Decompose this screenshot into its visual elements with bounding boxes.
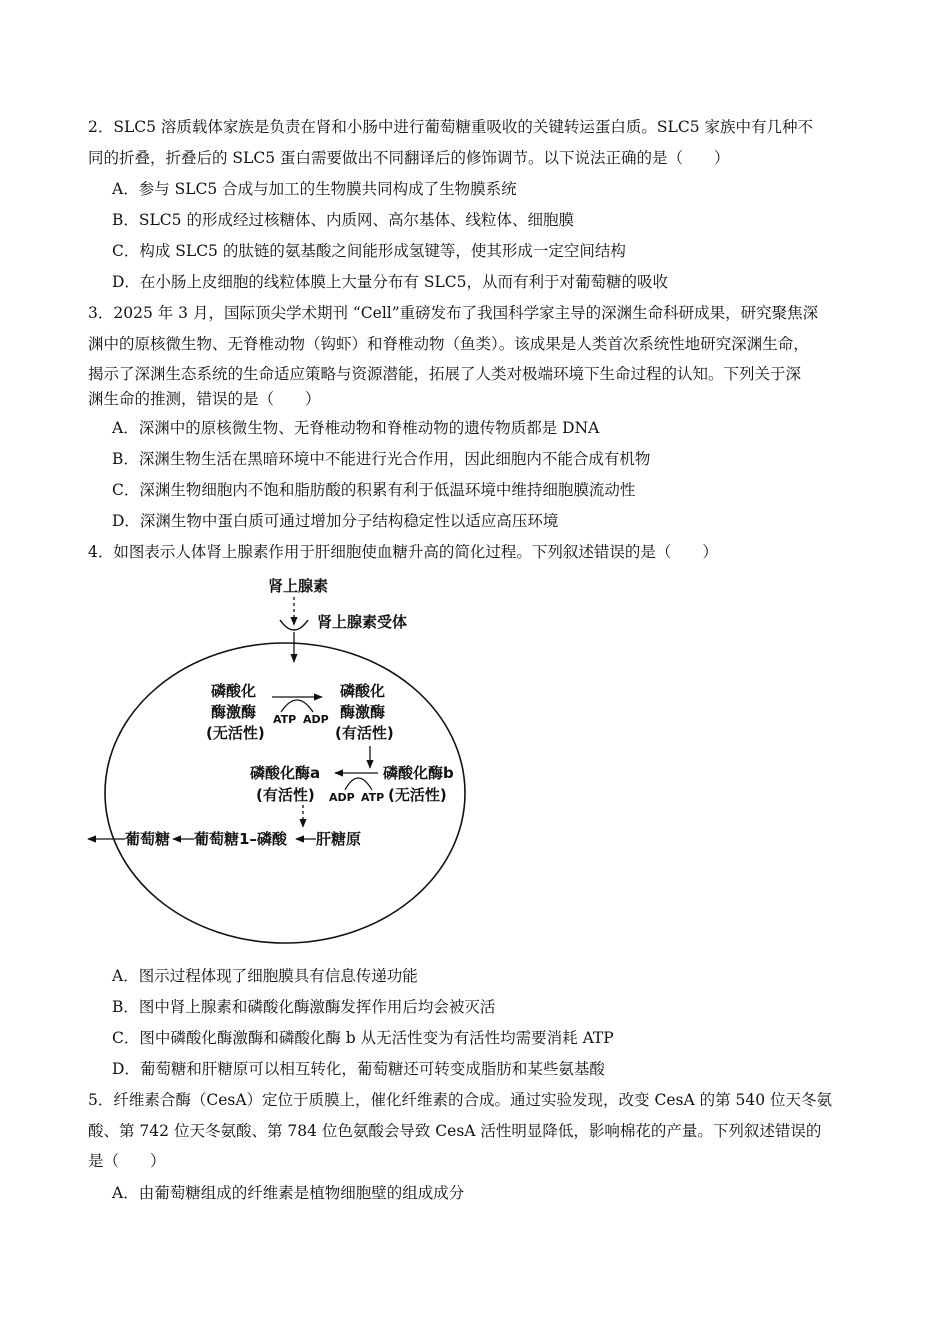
label-enzyme-a-1: 磷酸化酶a [250, 764, 321, 782]
label-atp-1: ATP [273, 713, 297, 726]
q4-option-b: B．图中肾上腺素和磷酸化酶激酶发挥作用后均会被灭活 [112, 998, 496, 1016]
q3-stem-line-4: 渊生命的推测，错误的是（ ） [88, 390, 321, 408]
q2-option-b: B．SLC5 的形成经过核糖体、内质网、高尔基体、线粒体、细胞膜 [112, 211, 574, 229]
q2-option-a: A．参与 SLC5 合成与加工的生物膜共同构成了生物膜系统 [112, 180, 517, 198]
q2-stem-line-1: 2．SLC5 溶质载体家族是负责在肾和小肠中进行葡萄糖重吸收的关键转运蛋白质。SLC5 家族中有几种不 [88, 118, 813, 136]
q2-stem-line-2: 同的折叠，折叠后的 SLC5 蛋白需要做出不同翻译后的修饰调节。以下说法正确的是（ ） [88, 149, 730, 167]
label-kinase-active-3: (有活性) [335, 724, 394, 742]
q3-option-b: B．深渊生物生活在黑暗环境中不能进行光合作用，因此细胞内不能合成有机物 [112, 450, 651, 468]
q4-stem-line-1: 4．如图表示人体肾上腺素作用于肝细胞使血糖升高的简化过程。下列叙述错误的是（ ） [88, 543, 718, 561]
q2-option-c: C．构成 SLC5 的肽链的氨基酸之间能形成氢键等，使其形成一定空间结构 [112, 242, 626, 260]
label-g1p: 葡萄糖1–磷酸 [194, 830, 287, 848]
label-enzyme-b-1: 磷酸化酶b [383, 764, 454, 782]
label-adp-2: ADP [329, 791, 355, 804]
label-hormone: 肾上腺素 [268, 577, 329, 595]
label-kinase-active-1: 磷酸化 [340, 682, 386, 700]
q5-stem-line-3: 是（ ） [88, 1152, 166, 1170]
q3-stem-line-1: 3．2025 年 3 月，国际顶尖学术期刊 “Cell”重磅发布了我国科学家主导的深渊生命科研成果，研究聚焦深 [88, 304, 819, 322]
q3-stem-line-3: 揭示了深渊生态系统的生命适应策略与资源潜能，拓展了人类对极端环境下生命过程的认知。下列关于深 [88, 365, 802, 383]
label-glycogen: 肝糖原 [316, 830, 362, 848]
q3-option-d: D．深渊生物中蛋白质可通过增加分子结构稳定性以适应高压环境 [112, 512, 559, 530]
q4-option-c: C．图中磷酸化酶激酶和磷酸化酶 b 从无活性变为有活性均需要消耗 ATP [112, 1029, 614, 1047]
q3-stem-line-2: 渊中的原核微生物、无脊椎动物（钩虾）和脊椎动物（鱼类）。该成果是人类首次系统性地研究深渊生命， [88, 335, 809, 353]
q5-option-a: A．由葡萄糖组成的纤维素是植物细胞壁的组成成分 [112, 1184, 465, 1202]
q3-option-c: C．深渊生物细胞内不饱和脂肪酸的积累有利于低温环境中维持细胞膜流动性 [112, 481, 636, 499]
q2-option-d: D．在小肠上皮细胞的线粒体膜上大量分布有 SLC5，从而有利于对葡萄糖的吸收 [112, 273, 668, 291]
q4-diagram [80, 570, 500, 950]
q4-option-a: A．图示过程体现了细胞膜具有信息传递功能 [112, 967, 418, 985]
q3-option-a: A．深渊中的原核微生物、无脊椎动物和脊椎动物的遗传物质都是 DNA [112, 419, 600, 437]
label-enzyme-a-2: (有活性) [256, 786, 315, 804]
q5-stem-line-1: 5．纤维素合酶（CesA）定位于质膜上，催化纤维素的合成。通过实验发现，改变 CesA 的第 540 位天冬氨 [88, 1091, 833, 1109]
label-kinase-inactive-1: 磷酸化 [211, 682, 257, 700]
q5-stem-line-2: 酸、第 742 位天冬氨酸、第 784 位色氨酸会导致 CesA 活性明显降低，影响棉花的产量。下列叙述错误的 [88, 1122, 822, 1140]
label-adp-1: ADP [303, 713, 329, 726]
label-kinase-active-2: 酶激酶 [340, 703, 386, 721]
atp-adp-curve-2 [345, 778, 372, 790]
label-enzyme-b-2: (无活性) [388, 786, 447, 804]
q4-option-d: D．葡萄糖和肝糖原可以相互转化，葡萄糖还可转变成脂肪和某些氨基酸 [112, 1060, 605, 1078]
label-receptor: 肾上腺素受体 [317, 613, 408, 631]
label-kinase-inactive-2: 酶激酶 [211, 703, 257, 721]
label-glucose: 葡萄糖 [125, 830, 171, 848]
label-atp-2: ATP [361, 791, 385, 804]
atp-adp-curve-1 [281, 700, 313, 712]
label-kinase-inactive-3: (无活性) [206, 724, 265, 742]
